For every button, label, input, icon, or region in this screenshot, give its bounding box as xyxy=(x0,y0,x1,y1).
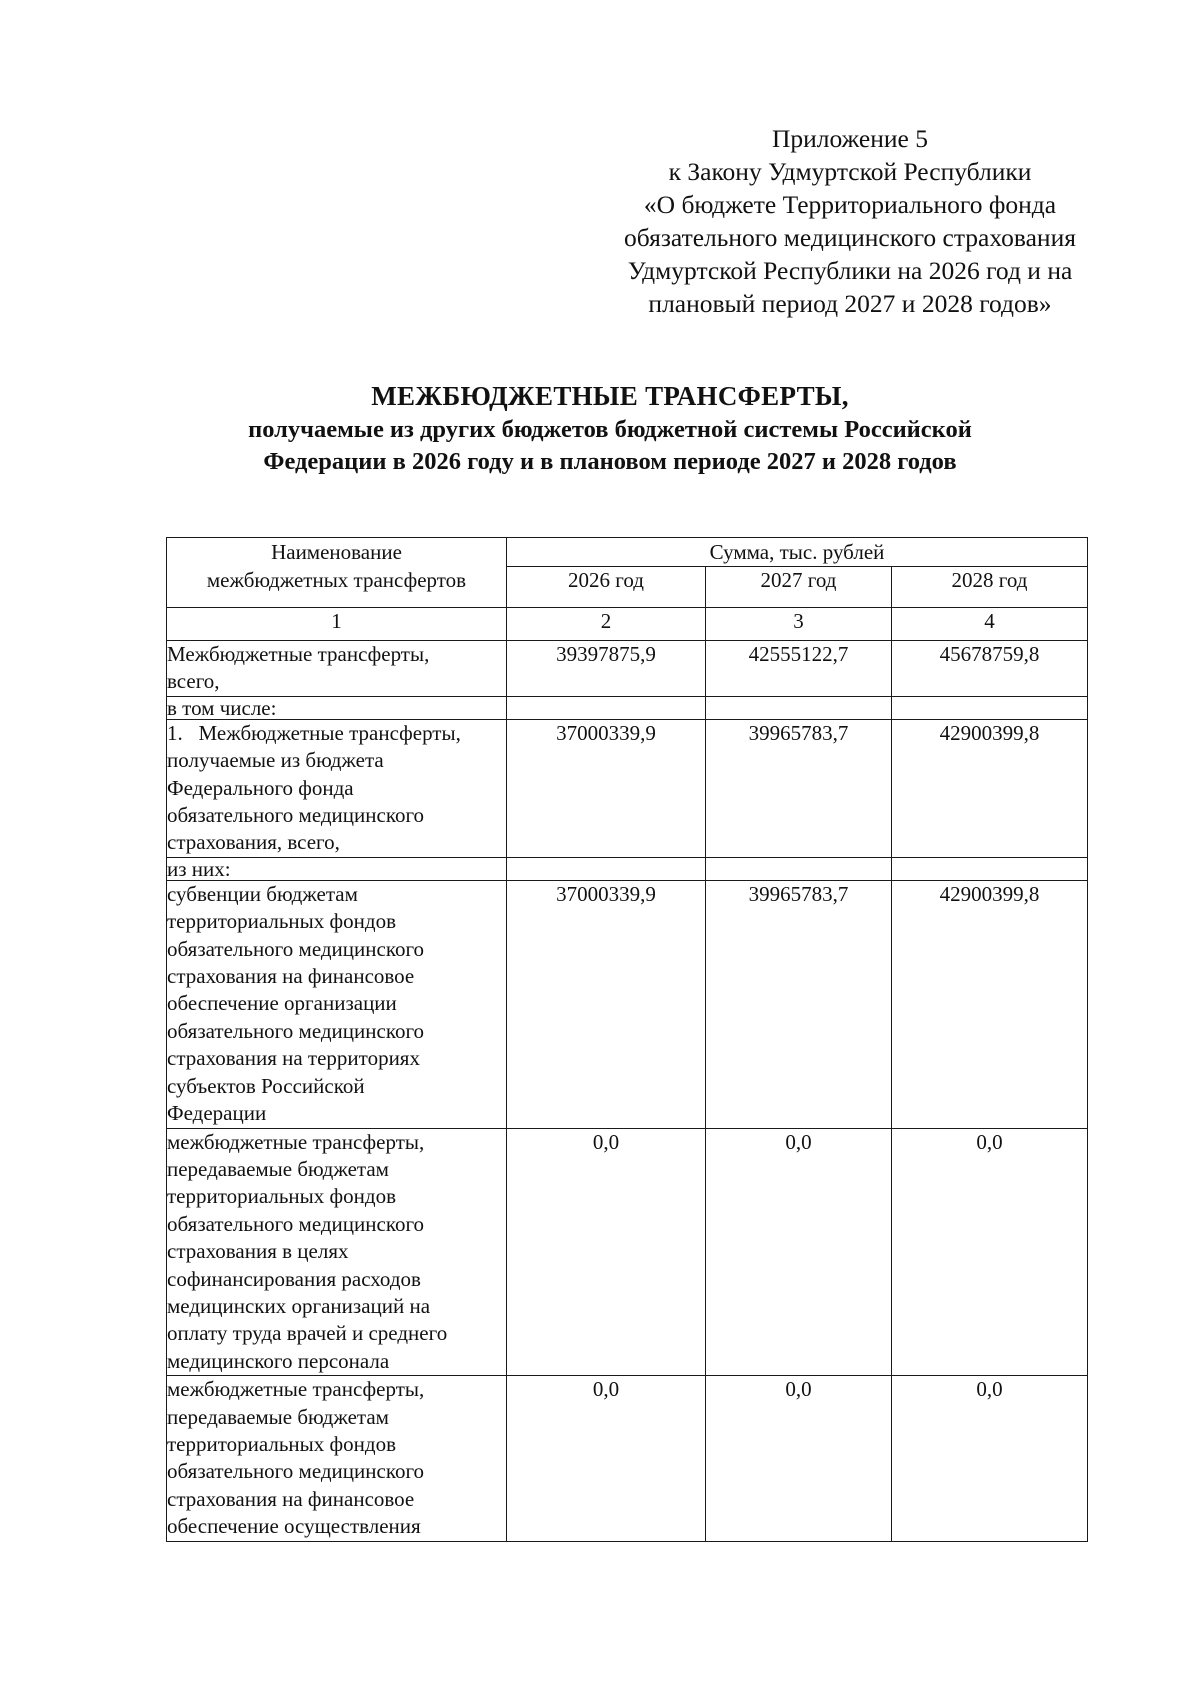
value-2027: 39965783,7 xyxy=(706,880,892,1128)
value-2027: 0,0 xyxy=(706,1128,892,1376)
value-2027: 42555122,7 xyxy=(706,641,892,697)
header-name-line: Наименование xyxy=(271,540,402,564)
column-header-year: 2027 год xyxy=(706,567,892,608)
empty-cell xyxy=(507,696,706,719)
heading-title: МЕЖБЮДЖЕТНЫЕ ТРАНСФЕРТЫ, xyxy=(371,381,849,411)
empty-cell xyxy=(892,696,1088,719)
appendix-line: к Закону Удмуртской Республики xyxy=(668,157,1032,186)
column-number: 1 xyxy=(167,608,507,641)
row-name-line: оплату труда врачей и среднего xyxy=(167,1321,448,1346)
value-2027: 0,0 xyxy=(706,1376,892,1541)
empty-cell xyxy=(706,696,892,719)
row-name-line: субъектов Российской xyxy=(167,1073,365,1098)
appendix-line: «О бюджете Территориального фонда xyxy=(643,190,1057,219)
row-name-line: обязательного медицинского xyxy=(167,1459,425,1484)
value-2028: 0,0 xyxy=(892,1128,1088,1376)
appendix-line: Удмуртской Республики на 2026 год и на xyxy=(627,256,1073,285)
row-name-line: получаемые из бюджета xyxy=(167,748,384,773)
transfers-table xyxy=(166,537,1088,1542)
table-subheader-row xyxy=(167,696,1088,719)
table-subheader-row xyxy=(167,857,1088,880)
row-name-line: страхования в целях xyxy=(167,1239,349,1264)
row-name-line: межбюджетные трансферты, xyxy=(167,1377,425,1402)
value-2026: 37000339,9 xyxy=(507,880,706,1128)
value-2028: 42900399,8 xyxy=(892,719,1088,857)
row-name-cell xyxy=(167,1376,507,1541)
column-header-year: 2026 год xyxy=(507,567,706,608)
value-2028: 0,0 xyxy=(892,1376,1088,1541)
table-row xyxy=(167,880,1088,1128)
column-number: 4 xyxy=(892,608,1088,641)
appendix-line: Приложение 5 xyxy=(772,124,928,153)
column-header-name xyxy=(167,538,507,608)
empty-cell xyxy=(892,857,1088,880)
document-heading xyxy=(150,378,1070,478)
row-name-line: Федерации xyxy=(167,1101,267,1126)
row-name-line: страхования на финансовое xyxy=(167,1486,415,1511)
row-name-line: всего, xyxy=(167,669,220,694)
row-name-line: медицинского персонала xyxy=(167,1348,390,1373)
row-name-line: субвенции бюджетам xyxy=(167,881,358,906)
row-name-line: страхования, всего, xyxy=(167,830,340,855)
column-number: 2 xyxy=(507,608,706,641)
column-header-year: 2028 год xyxy=(892,567,1088,608)
transfers-table-body xyxy=(167,538,1088,1542)
appendix-line: обязательного медицинского страхования xyxy=(624,223,1076,252)
row-name-line: обязательного медицинского xyxy=(167,803,425,828)
column-number: 3 xyxy=(706,608,892,641)
header-row xyxy=(167,538,1088,567)
row-name-cell xyxy=(167,641,507,697)
value-2026: 0,0 xyxy=(507,1376,706,1541)
row-name-line: обязательного медицинского xyxy=(167,936,425,961)
row-name-line: межбюджетные трансферты, xyxy=(167,1129,425,1154)
row-name-line: передаваемые бюджетам xyxy=(167,1156,389,1181)
row-subheader: в том числе: xyxy=(167,696,507,719)
column-number-row xyxy=(167,608,1088,641)
row-name-cell xyxy=(167,719,507,857)
value-2028: 42900399,8 xyxy=(892,880,1088,1128)
row-name-line: обязательного медицинского xyxy=(167,1211,425,1236)
row-name-line: 1. Межбюджетные трансферты, xyxy=(167,720,461,745)
value-2028: 45678759,8 xyxy=(892,641,1088,697)
row-subheader: из них: xyxy=(167,857,507,880)
table-row xyxy=(167,1128,1088,1376)
header-name-line: межбюджетных трансфертов xyxy=(206,568,467,592)
row-name-line: Федерального фонда xyxy=(167,775,354,800)
value-2026: 37000339,9 xyxy=(507,719,706,857)
row-name-line: передаваемые бюджетам xyxy=(167,1404,389,1429)
row-name-line: обязательного медицинского xyxy=(167,1018,425,1043)
row-name-line: территориальных фондов xyxy=(167,1184,396,1209)
table-row xyxy=(167,1376,1088,1541)
row-name-line: софинансирования расходов xyxy=(167,1266,421,1291)
row-name-cell xyxy=(167,1128,507,1376)
empty-cell xyxy=(706,857,892,880)
appendix-line: плановый период 2027 и 2028 годов» xyxy=(648,289,1052,318)
row-name-line: медицинских организаций на xyxy=(167,1293,431,1318)
table-row xyxy=(167,641,1088,697)
heading-subtitle-line: получаемые из других бюджетов бюджетной системы Российской xyxy=(248,416,972,443)
appendix-block xyxy=(560,122,1140,320)
row-name-line: обеспечение организации xyxy=(167,991,397,1016)
value-2027: 39965783,7 xyxy=(706,719,892,857)
row-name-cell xyxy=(167,880,507,1128)
value-2026: 39397875,9 xyxy=(507,641,706,697)
row-name-line: страхования на финансовое xyxy=(167,964,415,989)
row-name-line: Межбюджетные трансферты, xyxy=(167,642,430,666)
row-name-line: обеспечение осуществления xyxy=(167,1514,421,1539)
column-header-sum: Сумма, тыс. рублей xyxy=(507,538,1088,567)
row-name-line: территориальных фондов xyxy=(167,1431,396,1456)
empty-cell xyxy=(507,857,706,880)
heading-subtitle-line: Федерации в 2026 году и в плановом периоде 2027 и 2028 годов xyxy=(263,448,957,475)
row-name-line: страхования на территориях xyxy=(167,1046,420,1071)
table-row xyxy=(167,719,1088,857)
row-name-line: территориальных фондов xyxy=(167,909,396,934)
value-2026: 0,0 xyxy=(507,1128,706,1376)
